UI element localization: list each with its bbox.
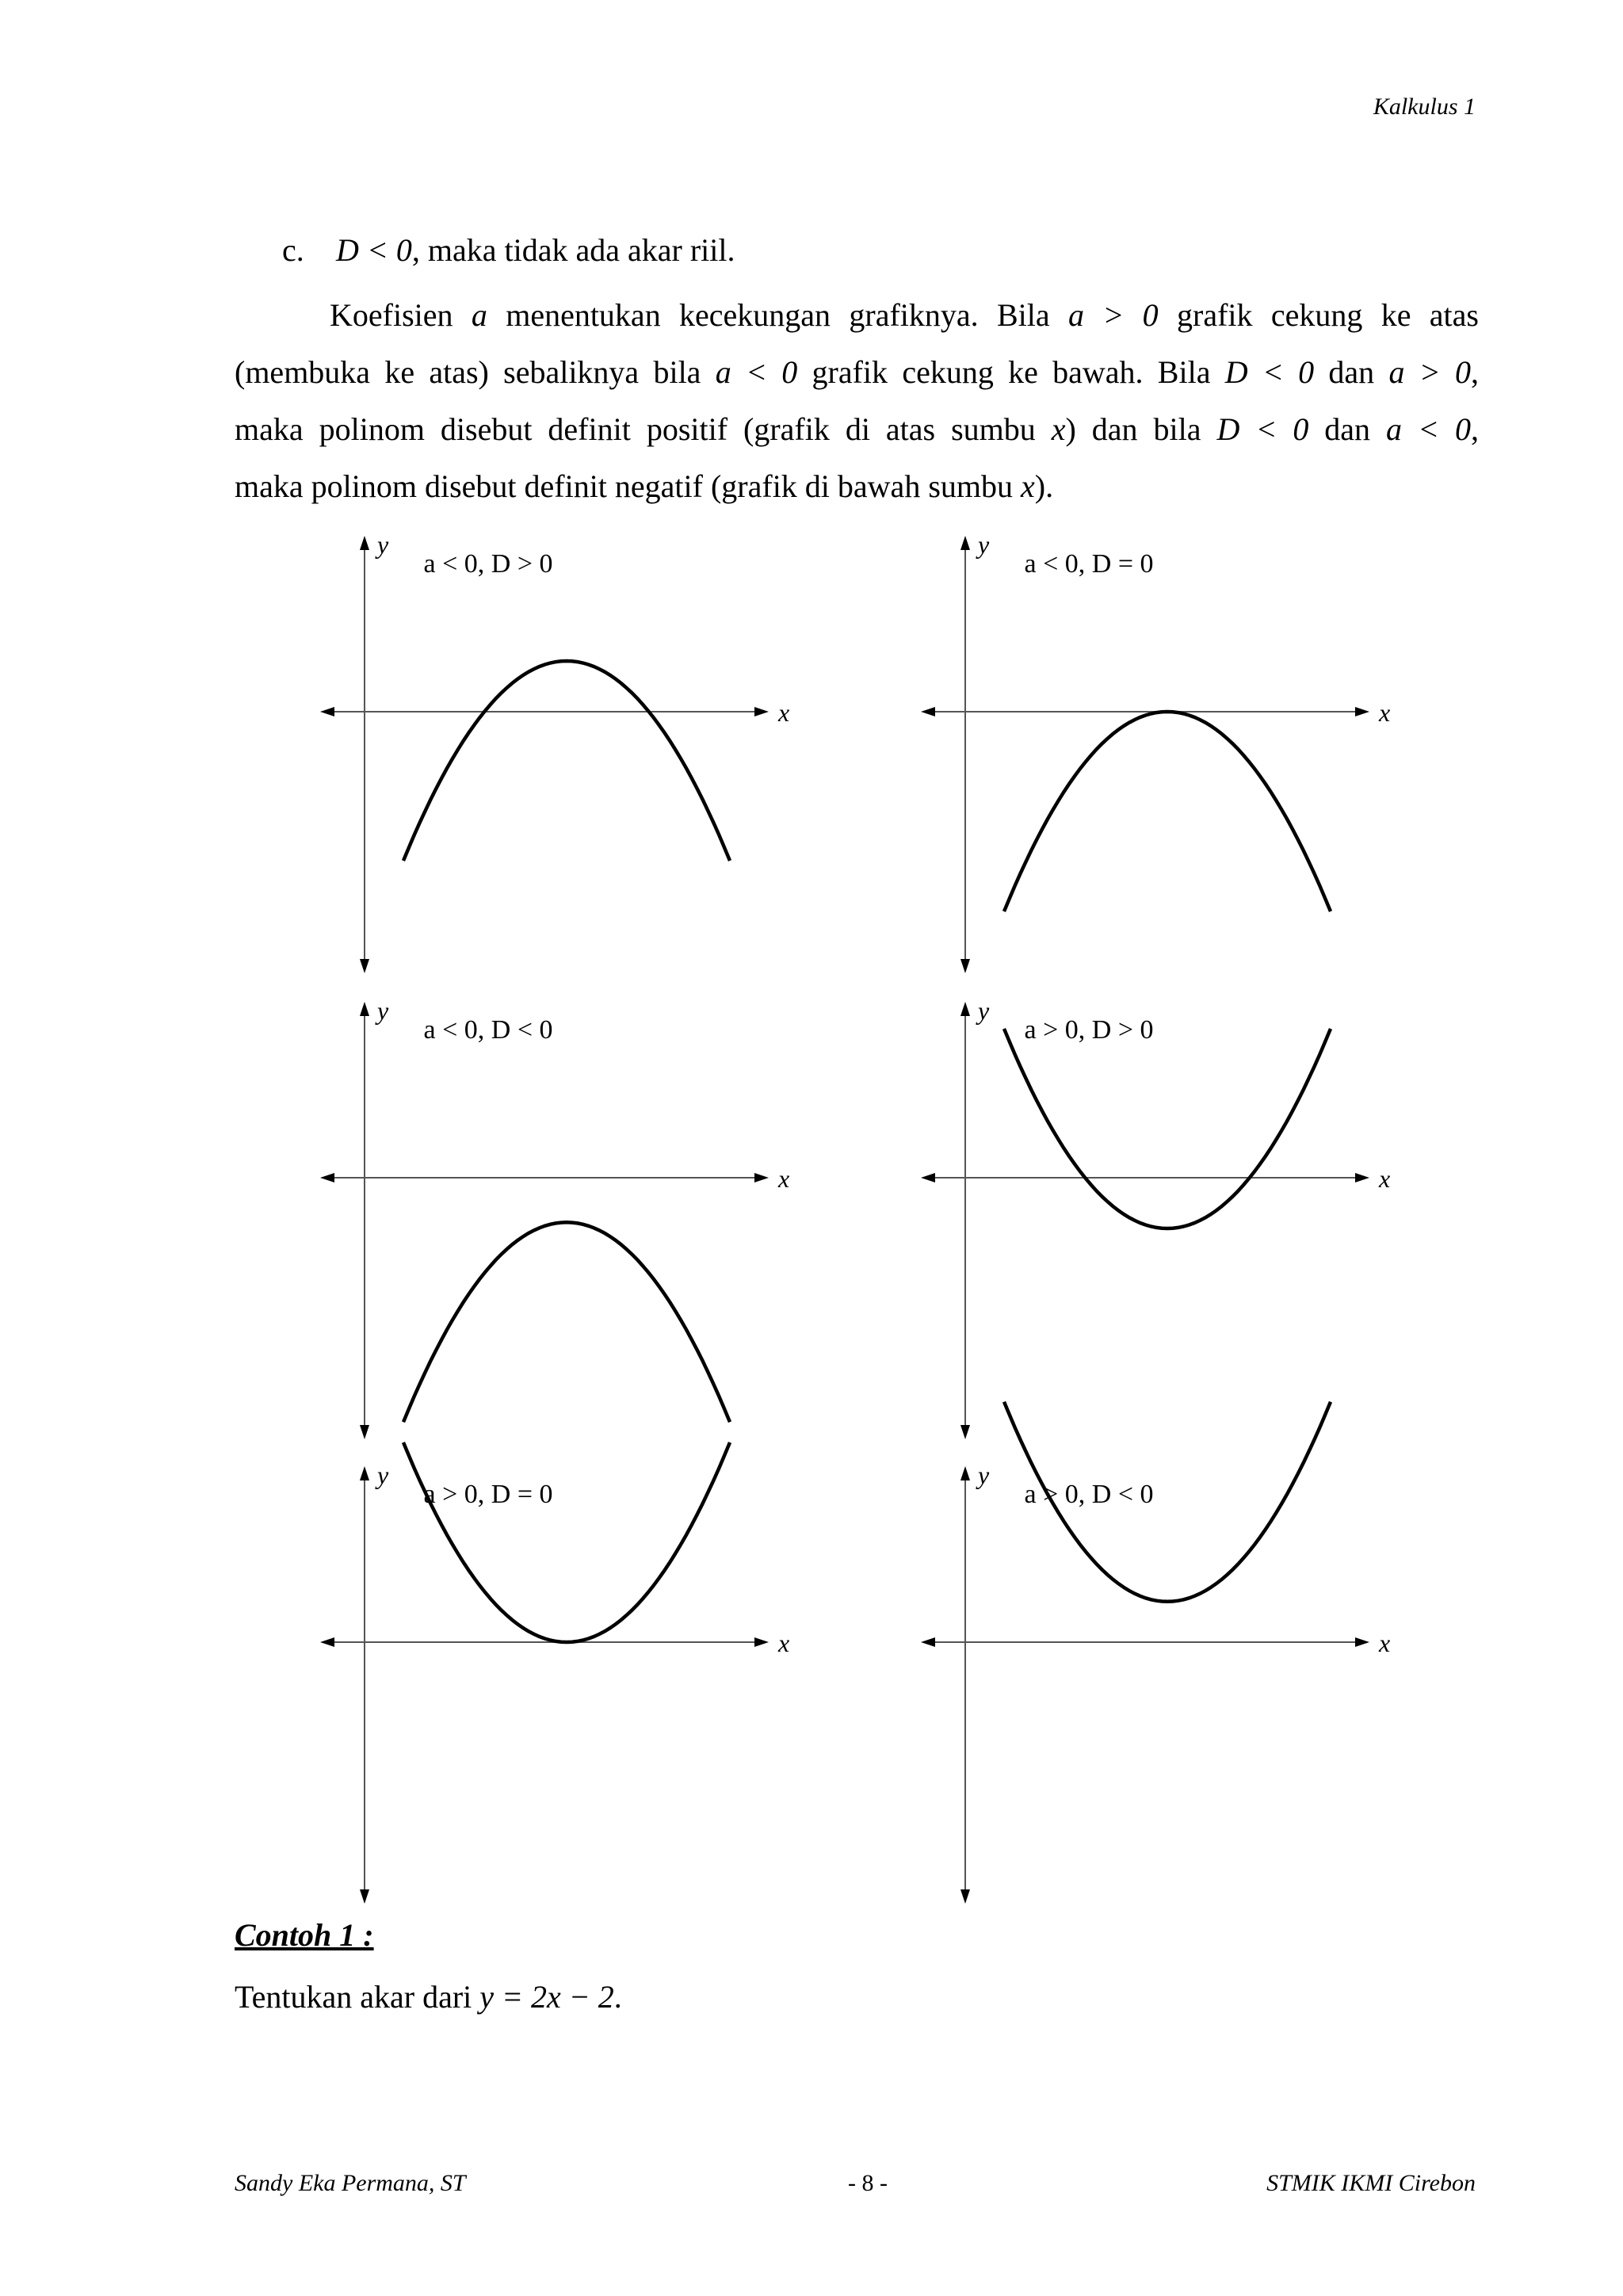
- text-run: ).: [1034, 468, 1054, 504]
- x-axis-left-arrow: [921, 707, 935, 716]
- x-axis-right-arrow: [754, 707, 769, 716]
- math-run: D < 0: [1224, 354, 1315, 390]
- graph-caption: a < 0, D = 0: [1024, 549, 1154, 579]
- footer-page-number: - 8 -: [848, 2170, 888, 2196]
- footer-author: Sandy Eka Permana, ST: [235, 2170, 466, 2196]
- text-run: dan: [1308, 411, 1387, 447]
- graph-svg: [301, 515, 856, 959]
- text-run: ,: [1470, 354, 1479, 390]
- running-header: Kalkulus 1: [1373, 94, 1476, 120]
- example-text-run: Tentukan akar dari: [235, 1979, 480, 2015]
- graph-svg: [301, 1446, 856, 1889]
- paragraph-line-1: [235, 287, 1479, 344]
- item-c-text: , maka tidak ada akar riil.: [411, 232, 735, 268]
- y-axis-down-arrow: [960, 1889, 970, 1904]
- parabola-curve: [403, 661, 730, 861]
- math-run: D < 0: [1216, 411, 1309, 447]
- y-axis-up-arrow: [960, 1466, 970, 1480]
- math-run: a: [471, 297, 487, 333]
- x-axis-label: x: [778, 1164, 790, 1193]
- graph-svg: [902, 515, 1457, 959]
- x-axis-right-arrow: [754, 1637, 769, 1647]
- y-axis-down-arrow: [360, 959, 369, 973]
- x-axis-left-arrow: [320, 707, 334, 716]
- example-end: .: [613, 1979, 622, 2015]
- text-run: menentukan kecekungan grafiknya. Bila: [487, 297, 1068, 333]
- text-run: (membuka ke atas) sebaliknya bila: [235, 354, 716, 390]
- math-run: a < 0: [1386, 411, 1471, 447]
- y-axis-up-arrow: [960, 536, 970, 550]
- math-run: x: [1051, 411, 1066, 447]
- y-axis-label: y: [978, 1461, 990, 1489]
- y-axis-down-arrow: [960, 959, 970, 973]
- graph-svg: [902, 981, 1457, 1425]
- math-run: x: [1021, 468, 1035, 504]
- example-equation: y = 2x − 2: [479, 1979, 614, 2015]
- x-axis-right-arrow: [1355, 1637, 1369, 1647]
- graph-a-neg-d-zero: [902, 515, 1457, 959]
- parabola-curve: [403, 1222, 730, 1422]
- y-axis-label: y: [377, 1461, 389, 1489]
- paragraph-line-2: [235, 344, 1479, 401]
- text-run: maka polinom disebut definit negatif (grafik di bawah sumbu: [235, 468, 1021, 504]
- y-axis-up-arrow: [960, 1002, 970, 1016]
- text-run: ) dan bila: [1065, 411, 1217, 447]
- footer-institution: STMIK IKMI Cirebon: [1266, 2170, 1476, 2196]
- graph-a-pos-d-neg: [902, 1446, 1457, 1889]
- y-axis-down-arrow: [360, 1889, 369, 1904]
- y-axis-label: y: [377, 530, 389, 559]
- example-title: Contoh 1 :: [235, 1917, 374, 1953]
- graph-a-pos-d-zero: [301, 1446, 856, 1889]
- graph-caption: a > 0, D > 0: [1024, 1015, 1154, 1045]
- paragraph-line-3: [235, 401, 1479, 458]
- graph-caption: a > 0, D = 0: [423, 1480, 553, 1509]
- y-axis-up-arrow: [360, 1466, 369, 1480]
- x-axis-left-arrow: [320, 1637, 334, 1647]
- text-run: grafik cekung ke atas: [1158, 297, 1479, 333]
- x-axis-label: x: [1379, 1629, 1391, 1657]
- item-c: [282, 228, 735, 273]
- math-run: a > 0: [1067, 297, 1159, 333]
- text-run: maka polinom disebut definit positif (grafik di atas sumbu: [235, 411, 1052, 447]
- y-axis-up-arrow: [360, 1002, 369, 1016]
- graph-a-neg-d-neg: [301, 981, 856, 1425]
- parabola-curve: [1004, 1402, 1331, 1602]
- y-axis-label: y: [978, 996, 990, 1025]
- y-axis-down-arrow: [960, 1425, 970, 1439]
- x-axis-label: x: [778, 698, 790, 727]
- x-axis-label: x: [1379, 1164, 1391, 1193]
- math-run: a < 0: [715, 354, 798, 390]
- text-run: ,: [1471, 411, 1479, 447]
- y-axis-up-arrow: [360, 536, 369, 550]
- item-c-math: D < 0: [336, 232, 412, 268]
- graph-a-pos-d-pos: [902, 981, 1457, 1425]
- x-axis-right-arrow: [1355, 1173, 1369, 1182]
- item-c-label: c.: [282, 232, 304, 268]
- graph-a-neg-d-pos: [301, 515, 856, 959]
- graph-caption: a < 0, D > 0: [423, 549, 553, 579]
- x-axis-label: x: [778, 1629, 790, 1657]
- graph-svg: [902, 1446, 1457, 1889]
- text-run: dan: [1314, 354, 1389, 390]
- graph-caption: a < 0, D < 0: [423, 1015, 553, 1045]
- text-run: Koefisien: [330, 297, 472, 333]
- parabola-curve: [1004, 1029, 1331, 1228]
- x-axis-left-arrow: [921, 1173, 935, 1182]
- x-axis-label: x: [1379, 698, 1391, 727]
- example-text: [235, 1978, 622, 2015]
- y-axis-down-arrow: [360, 1425, 369, 1439]
- text-run: grafik cekung ke bawah. Bila: [797, 354, 1225, 390]
- graph-caption: a > 0, D < 0: [1024, 1480, 1154, 1509]
- parabola-curve: [1004, 712, 1331, 911]
- x-axis-left-arrow: [320, 1173, 334, 1182]
- math-run: a > 0: [1388, 354, 1471, 390]
- x-axis-right-arrow: [1355, 707, 1369, 716]
- graph-svg: [301, 981, 856, 1425]
- x-axis-right-arrow: [754, 1173, 769, 1182]
- parabola-curve: [403, 1442, 730, 1642]
- y-axis-label: y: [978, 530, 990, 559]
- x-axis-left-arrow: [921, 1637, 935, 1647]
- paragraph-line-4: [235, 458, 1479, 515]
- y-axis-label: y: [377, 996, 389, 1025]
